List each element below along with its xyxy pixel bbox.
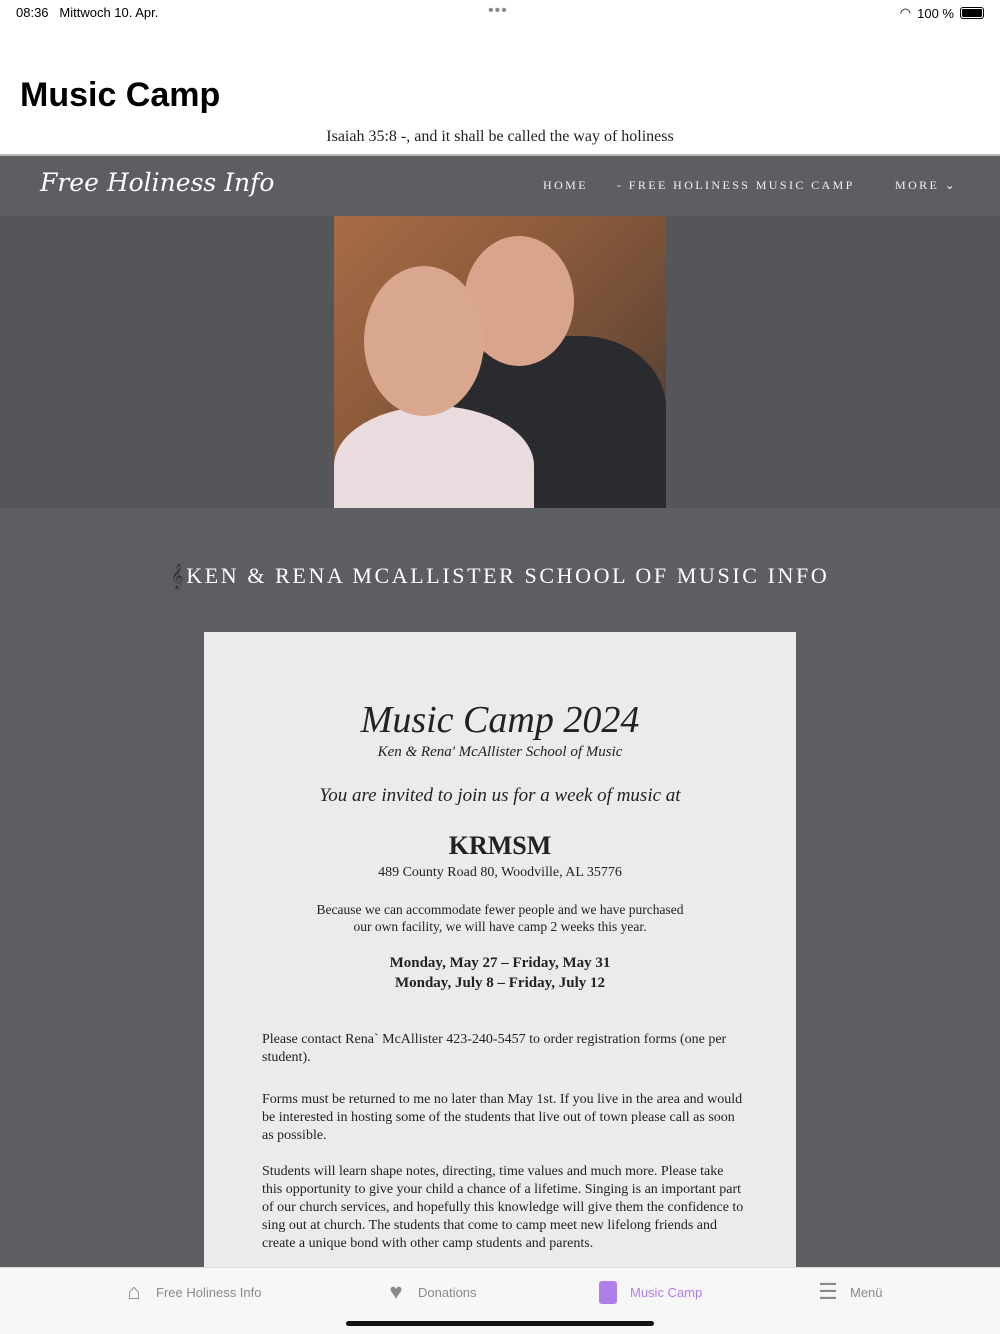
flyer-title: Music Camp 2024 bbox=[360, 699, 640, 741]
section-heading: 𝄞KEN & RENA MCALLISTER SCHOOL OF MUSIC INFO bbox=[170, 563, 830, 588]
flyer-address: 489 County Road 80, Woodville, AL 35776 bbox=[378, 865, 622, 880]
page-title: Music Camp bbox=[20, 76, 221, 114]
music-note-icon: 𝄞 bbox=[170, 563, 187, 588]
status-bar bbox=[0, 0, 1000, 24]
site-logo[interactable]: Free Holiness Info bbox=[40, 168, 275, 197]
status-time: 08:36 Mittwoch 10. Apr. bbox=[16, 5, 159, 20]
tab-free-holiness-info[interactable]: ⌂ Free Holiness Info bbox=[122, 1280, 262, 1304]
photo-area bbox=[0, 216, 1000, 508]
page-subtitle: Isaiah 35:8 -, and it shall be called the way of holiness bbox=[326, 128, 674, 145]
flyer-forms: Forms must be returned to me no later than May 1st. If you live in the area and would be interested in hosting some of the students that live out of town please call as soon as possible. bbox=[262, 1092, 743, 1143]
chevron-down-icon: ⌄ bbox=[944, 178, 958, 192]
flyer-contact: Please contact Rena` McAllister 423-240-5457 to order registration forms (one per student). bbox=[262, 1032, 727, 1065]
flyer-name: KRMSM bbox=[448, 831, 552, 860]
flyer-facility: Because we can accommodate fewer people and we have purchased our own facility, we will have camp 2 weeks this year. bbox=[316, 902, 684, 934]
multitasking-dots-icon[interactable]: ••• bbox=[488, 2, 508, 19]
flyer-image bbox=[204, 632, 796, 1272]
nav-more[interactable]: MORE ⌄ bbox=[895, 178, 958, 192]
nav-music-camp[interactable]: - FREE HOLINESS MUSIC CAMP bbox=[617, 178, 855, 192]
content-section bbox=[0, 508, 1000, 1268]
home-icon: ⌂ bbox=[127, 1279, 141, 1304]
battery-icon bbox=[960, 7, 984, 19]
tab-music-camp[interactable]: Music Camp bbox=[596, 1280, 702, 1304]
site-nav bbox=[0, 154, 1000, 216]
menu-icon: ☰ bbox=[818, 1279, 838, 1304]
nav-home[interactable]: HOME bbox=[543, 178, 588, 192]
tab-donations[interactable]: ♥ Donations bbox=[384, 1280, 477, 1304]
page-icon bbox=[596, 1280, 620, 1304]
battery-percent: 100 % bbox=[917, 5, 954, 21]
flyer-dates: Monday, May 27 – Friday, May 31 Monday, July 8 – Friday, July 12 bbox=[389, 955, 611, 991]
tab-menu[interactable]: ☰ Menü bbox=[816, 1280, 883, 1304]
flyer-students: Students will learn shape notes, directing, time values and much more. Please take this opportunity to give your child a chance of a lifetime. Singing is an important part of our church services, and hopefully this knowledge will give them the confidence to sing out at church. The students that come to camp meet new lifelong friends and create a unique bond with other camp students and parents. bbox=[262, 1164, 744, 1251]
flyer-invite: You are invited to join us for a week of music at bbox=[319, 785, 681, 806]
flyer-subtitle: Ken & Rena' McAllister School of Music bbox=[377, 744, 623, 760]
wifi-icon: ◠ bbox=[899, 5, 912, 20]
heart-icon: ♥ bbox=[389, 1279, 403, 1304]
home-indicator[interactable] bbox=[346, 1321, 654, 1326]
couple-photo bbox=[334, 216, 666, 508]
